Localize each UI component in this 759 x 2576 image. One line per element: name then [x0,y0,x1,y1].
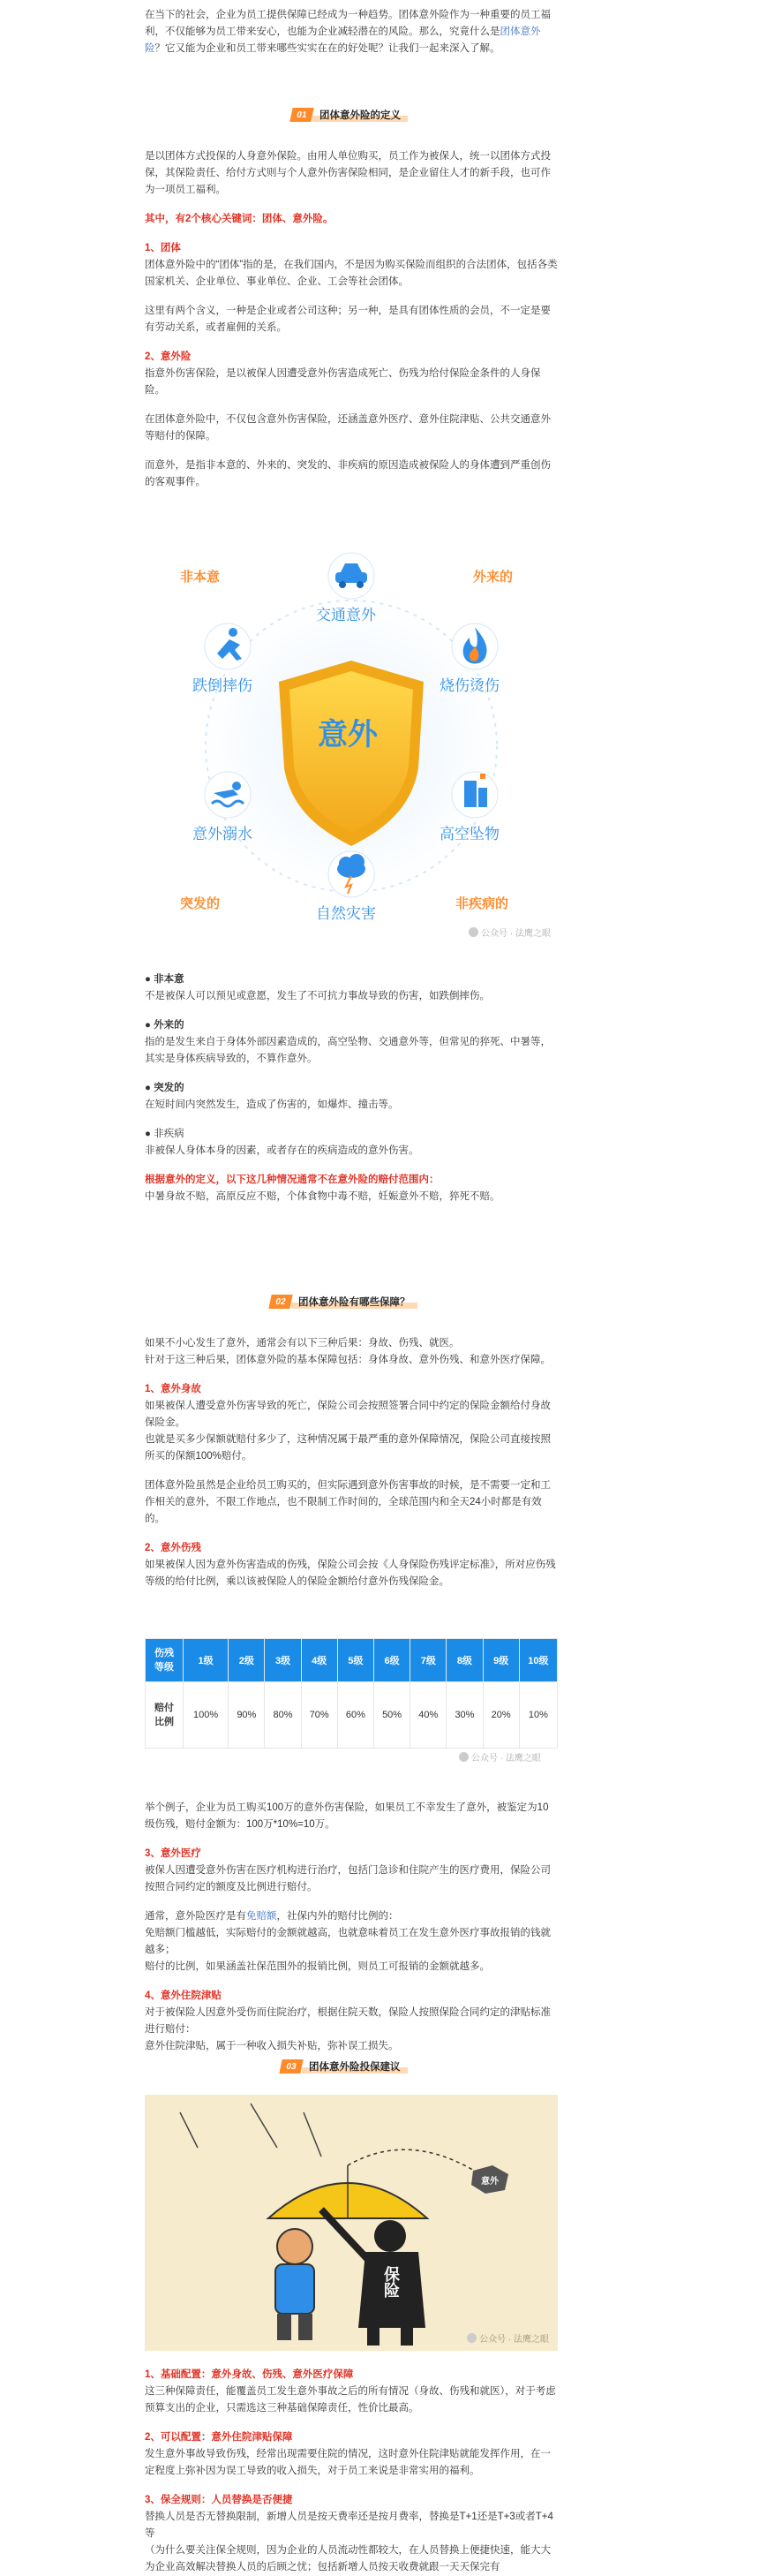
medical-paragraph-4: 赔付的比例，如果涵盖社保范围外的报销比例，则员工可报销的金额就越多。 [145,1961,490,1972]
death-paragraph-3: 团体意外险虽然是企业给员工购买的，但实际遇到意外伤害事故的时候，是不需要一定和工作相关的意外，不限工作地点，也不限制工作时间的，全球范围内和全天24小时都是有效的。 [145,1480,551,1524]
section3-heading [0,2058,759,2075]
section1-heading [0,106,759,124]
disability-level-cell: 2级 [229,1639,265,1682]
insurance-cartoon-graphic [145,2095,558,2351]
insurance-illustration [145,2095,558,2351]
deductible-link[interactable]: 免赔额 [246,1911,277,1922]
section3-title: 团体意外险投保建议 [302,2059,408,2074]
section3-body [145,2367,558,2576]
feature2-text: 指的是发生来自于身体外部因素造成的，高空坠物、交通意外等，但常见的猝死、中暑等，其实是身体疾病导致的，不算作意外。 [145,1037,551,1064]
illustration-watermark [467,2331,549,2345]
payout-ratio-cell: 20% [483,1682,519,1749]
payout-ratio-cell: 80% [265,1682,301,1749]
feature2-title: ● 外来的 [145,1020,184,1031]
disability-level-cell: 3级 [265,1639,301,1682]
wechat-icon [469,927,478,937]
keyword1-paragraph: 团体意外险中的“团体”指的是，在我们国内，不是因为购买保险而组织的合法团体，包括各类国家机关、企业单位、事业单位、企业、工会等社会团体。 [145,260,558,287]
medical-paragraph-2: 通常，意外险医疗是有免赔额，社保内外的赔付比例的： [145,1911,399,1922]
accident-types-diagram [145,530,558,963]
accident-features [145,971,558,1205]
example-paragraph: 举个例子，企业为员工购买100万的意外伤害保险，如果员工不幸发生了意外，被鉴定为10级伤残，赔付金额为：100万*10%=10万。 [145,1802,549,1830]
feature4-title: ● 非疾病 [145,1129,184,1139]
feature1-title: ● 非本意 [145,974,184,985]
section2-intro-2: 针对于这三种后果，团体意外险的基本保障包括：身体身故、意外伤残、和意外医疗保障。 [145,1355,551,1365]
payout-ratio-cell: 30% [447,1682,483,1749]
disability-paragraph: 如果被保人因为意外伤害造成的伤残，保险公司会按《人身保险伤残评定标准》，所对应伤残等级的给付比例，乘以该被保险人的保险金额给付意外伤残保险金。 [145,1560,556,1587]
keyword2-title: 2、意外险 [145,351,192,362]
intro-text-2: ？它又能为企业和员工带来哪些实实在在的好处呢？让我们一起来深入了解。 [154,43,500,54]
watermark-text: 公众号 · 法鹰之眼 [481,929,551,939]
advice3-title: 3、保全规则：人员替换是否便捷 [145,2495,293,2505]
payout-ratio-cell: 90% [229,1682,265,1749]
payout-ratio-cell: 60% [337,1682,373,1749]
table-watermark [459,1750,541,1764]
definition-paragraph: 是以团体方式投保的人身意外保险。由用人单位购买，员工作为被保人，统一以团体方式投保，其保险责任、给付方式则与个人意外伤害保险相同，是企业留住人才的新手段，也可作为一项员工福利。 [145,151,551,195]
section1-number: 01 [289,108,313,122]
keyword1-title: 1、团体 [145,243,181,253]
feature4-text: 非被保人身体本身的因素，或者存在的疾病造成的意外伤害。 [145,1145,419,1156]
illustration-rock-label: 意外 [481,2177,499,2187]
corner-label-top-right: 外来的 [473,570,514,585]
section2-body-continued [145,1800,558,2055]
death-title: 1、意外身故 [145,1384,201,1394]
exclusion-text: 中暑身故不赔，高原反应不赔，个体食物中毒不赔，妊娠意外不赔，猝死不赔。 [145,1191,500,1202]
section2-number: 02 [268,1295,292,1309]
disability-level-cell: 1级 [184,1639,229,1682]
exclusion-title: 根据意外的定义，以下这几种情况通常不在意外险的赔付范围内： [145,1175,440,1185]
corner-label-bottom-left: 突发的 [180,896,221,911]
section2-intro-1: 如果不小心发生了意外，通常会有以下三种后果：身故、伤残、就医。 [145,1338,460,1348]
disability-level-cell: 4级 [301,1639,337,1682]
medical-title: 3、意外医疗 [145,1848,201,1859]
payout-ratio-cell: 70% [301,1682,337,1749]
illustration-body-label: 保险 [382,2266,400,2298]
hospital-allowance-title: 4、意外住院津贴 [145,1991,222,2001]
hospital-allowance-paragraph-1: 对于被保险人因意外受伤而住院治疗，根据住院天数，保险人按照保险合同约定的津贴标准进行赔付： [145,2007,551,2035]
section3-number: 03 [279,2059,303,2074]
watermark-text: 公众号 · 法鹰之眼 [479,2335,549,2345]
corner-label-bottom-right: 非疾病的 [455,896,509,911]
table-header-row [146,1639,558,1682]
label-burn: 烧伤烫伤 [440,677,500,694]
keyword1-paragraph-2: 这里有两个含义，一种是企业或者公司这种；另一种，是具有团体性质的会员，不一定是要有劳动关系，或者雇佣的关系。 [145,306,551,333]
payout-ratio-cell: 50% [373,1682,410,1749]
advice3-text: 替换人员是否无替换限制，新增人员是按天费率还是按月费率，替换是T+1还是T+3或者T+4等 [145,2512,553,2539]
disability-level-cell: 10级 [519,1639,557,1682]
wechat-icon [459,1752,469,1762]
medical-paragraph-1: 被保人因遭受意外伤害在医疗机构进行治疗，包括门急诊和住院产生的医疗费用，保险公司按照合同约定的额度及比例进行赔付。 [145,1865,551,1892]
label-traffic-accident: 交通意外 [316,607,376,623]
diagram-center-label: 意外 [318,718,378,752]
section2-heading [0,1293,759,1311]
disability-level-cell: 6级 [373,1639,410,1682]
death-paragraph-1: 如果被保人遭受意外伤害导致的死亡，保险公司会按照签署合同中约定的保险金额给付身故保险金。 [145,1401,551,1428]
section1-body [145,148,558,491]
hospital-allowance-paragraph-2: 意外住院津贴，属于一种收入损失补贴，弥补误工损失。 [145,2041,399,2051]
table-row-label: 赔付 比例 [146,1682,184,1749]
payout-ratio-cell: 100% [184,1682,229,1749]
section2-title: 团体意外险有哪些保障？ [291,1295,417,1309]
disability-payout-table [145,1638,558,1749]
intro-text: 在当下的社会，企业为员工提供保障已经成为一种趋势。团体意外险作为一种重要的员工福利，不仅能够为员工带来安心，也能为企业减轻潜在的风险。那么，究竟什么是 [145,10,551,37]
watermark-text: 公众号 · 法鹰之眼 [471,1754,541,1764]
keyword2-paragraph: 指意外伤害保险，是以被保人因遭受意外伤害造成死亡、伤残为给付保险金条件的人身保险。 [145,368,541,396]
disability-level-cell: 5级 [337,1639,373,1682]
advice3-text-2: （为什么要关注保全规则，因为企业的人员流动性都较大，在人员替换上便捷快速，能大大为企业高效解决替换人员的后顾之忧；包括新增人员按天收费就跟一天天保完有 [145,2545,551,2572]
keyword2-paragraph-3: 而意外，是指非本意的、外来的、突发的、非疾病的原因造成被保险人的身体遭到严重创伤的客观事件。 [145,460,551,487]
disability-level-cell: 8级 [447,1639,483,1682]
advice1-text: 这三种保障责任，能覆盖员工发生意外事故之后的所有情况（身故、伤残和就医），对于考虑预算支出的企业，只需选这三种基础保障责任，性价比最高。 [145,2386,556,2414]
group-accident-insurance-link[interactable]: 团体意外险 [145,26,541,54]
table-header-label: 伤残 等级 [146,1639,184,1682]
feature3-text: 在短时间内突然发生，造成了伤害的，如爆炸、撞击等。 [145,1099,399,1110]
intro-paragraph [145,7,558,57]
corner-label-top-left: 非本意 [180,570,221,585]
label-drowning: 意外溺水 [192,826,252,842]
label-fall-injury: 跌倒摔伤 [192,677,252,694]
label-natural-disaster: 自然灾害 [316,905,376,922]
disability-level-cell: 7级 [410,1639,447,1682]
table-row [146,1682,558,1749]
death-paragraph-2: 也就是买多少保额就赔付多少了，这种情况属于最严重的意外保障情况，保险公司直接按照所买的保额100%赔付。 [145,1434,551,1462]
keywords-line: 其中，有2个核心关键词：团体、意外险。 [145,214,334,224]
feature1-text: 不是被保人可以预见或意愿，发生了不可抗力事故导致的伤害，如跌倒摔伤。 [145,991,490,1001]
section1-title: 团体意外险的定义 [312,108,408,122]
wechat-icon [467,2333,477,2343]
payout-ratio-cell: 40% [410,1682,447,1749]
section2-body [145,1335,558,1590]
label-falling-object: 高空坠物 [440,826,500,842]
advice2-title: 2、可以配置：意外住院津贴保障 [145,2432,293,2443]
advice1-title: 1、基础配置：意外身故、伤残、意外医疗保障 [145,2369,354,2380]
disability-title: 2、意外伤残 [145,1543,201,1553]
feature3-title: ● 突发的 [145,1083,184,1093]
payout-ratio-cell: 10% [519,1682,557,1749]
disability-level-cell: 9级 [483,1639,519,1682]
keyword2-paragraph-2: 在团体意外险中，不仅包含意外伤害保险，还涵盖意外医疗、意外住院津贴、公共交通意外等赔付的保障。 [145,414,551,442]
diagram-watermark [469,925,551,939]
advice2-text: 发生意外事故导致伤残，经常出现需要住院的情况，这时意外住院津贴就能发挥作用，在一定程度上弥补因为误工导致的收入损失，对于员工来说是非常实用的福利。 [145,2449,551,2476]
medical-paragraph-3: 免赔额门槛越低，实际赔付的金额就越高，也就意味着员工在发生意外医疗事故报销的钱就越多； [145,1928,551,1955]
